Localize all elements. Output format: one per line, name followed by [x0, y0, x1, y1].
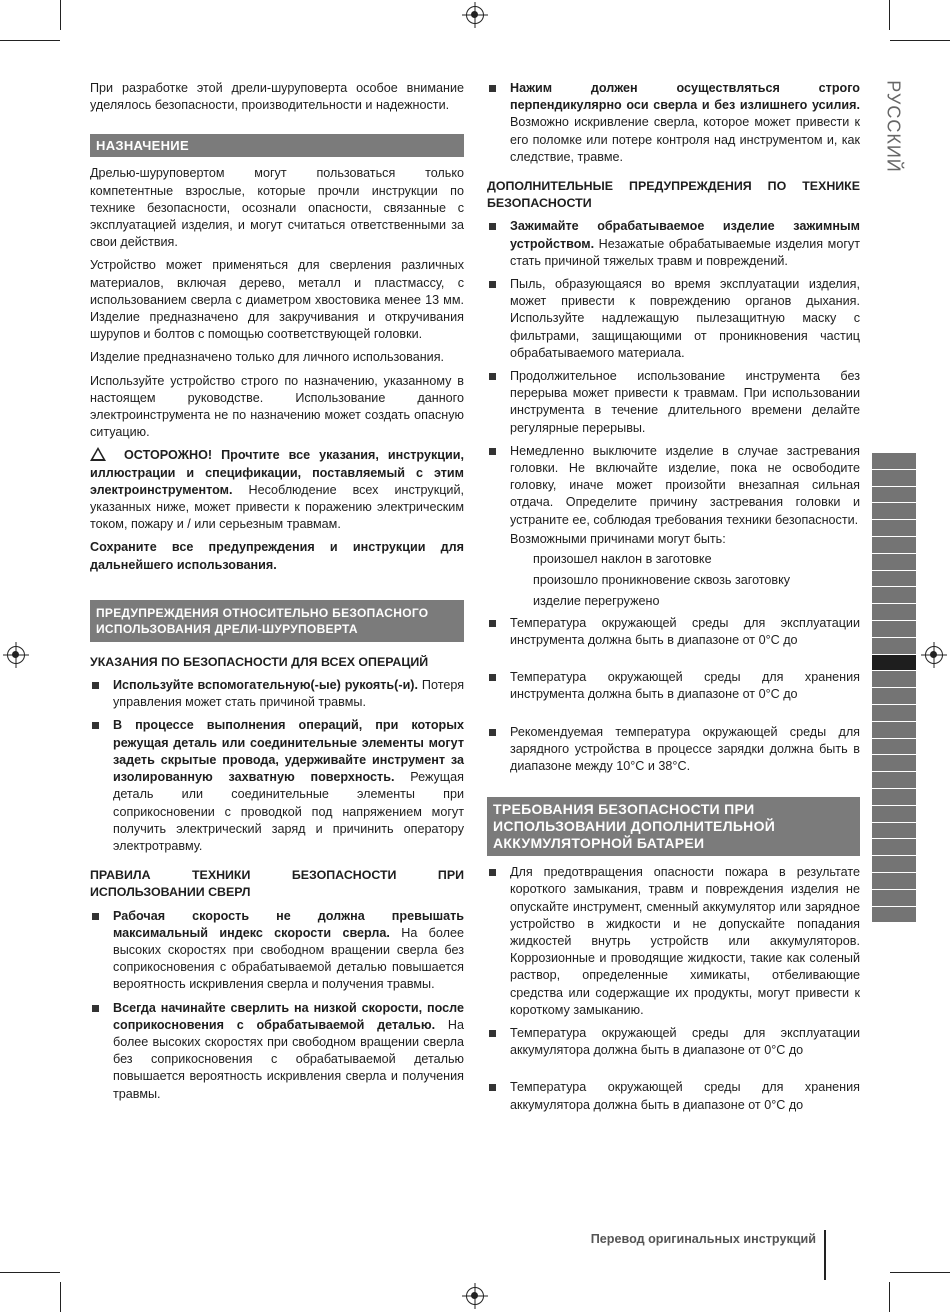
subheading-drills: ПРАВИЛА ТЕХНИКИ БЕЗОПАСНОСТИ ПРИ ИСПОЛЬЗОВАНИИ СВЕРЛ — [90, 868, 464, 900]
list-item: Немедленно выключите изделие в случае застревания головки. Не включайте изделие, пока не освободите головку, иначе может произойти внезапная сильная отдача. Определите причину застревания головки и устраните ее, соблюдая требования техники безопасности. — [487, 443, 860, 529]
operations-list — [90, 677, 464, 855]
list-item: Для предотвращения опасности пожара в результате короткого замыкания, травм и повреждения изделия не опускайте инструмент, сменный аккумулятор или зарядное устройство в жидкости и не допускайте попадания жидкостей внутрь устройств или аккумуляторов. Коррозионные и проводящие жидкости, такие как соленый раствор, определенные химикаты, отбеливающие средства или содержащие их продукты, могут привести к короткому замыканию. — [487, 864, 860, 1019]
section-tab — [872, 907, 916, 924]
section-tab — [872, 688, 916, 705]
cause-item: произошло проникновение сквозь заготовку — [533, 573, 791, 588]
save-instructions: Сохраните все предупреждения и инструкции для дальнейшего использования. — [90, 540, 464, 572]
section-tab — [872, 705, 916, 722]
section-tab — [872, 755, 916, 772]
list-item: Зажимайте обрабатываемое изделие зажимным устройством. Незажатые обрабатываемые изделия могут стать причиной тяжелых травм и повреждений. — [487, 218, 860, 270]
section-heading-purpose: НАЗНАЧЕНИЕ — [90, 134, 464, 157]
registration-mark-icon — [925, 646, 943, 664]
section-tabs — [872, 453, 916, 923]
section-heading-warnings: ПРЕДУПРЕЖДЕНИЯ ОТНОСИТЕЛЬНО БЕЗОПАСНОГО ИСПОЛЬЗОВАНИЯ ДРЕЛИ-ШУРУПОВЕРТА — [90, 600, 464, 642]
section-tab — [872, 621, 916, 638]
section-tab — [872, 520, 916, 537]
crop-mark — [60, 1282, 61, 1312]
section-tab — [872, 671, 916, 688]
list-item: Рабочая скорость не должна превышать максимальный индекс скорости сверла. На более высоких скоростях при свободном вращении сверла без соприкосновения с обрабатываемой деталью повышается вероятность искривления сверла и получения травмы. — [90, 908, 464, 994]
section-tab — [872, 503, 916, 520]
section-tab — [872, 739, 916, 756]
crop-mark — [890, 1272, 950, 1273]
list-item: Температура окружающей среды для хранения аккумулятора должна быть в диапазоне от 0°C до — [487, 1079, 860, 1113]
list-item: Температура окружающей среды для эксплуатации инструмента должна быть в диапазоне от 0°C до — [487, 615, 860, 649]
list-item: Температура окружающей среды для эксплуатации аккумулятора должна быть в диапазоне от 0°C до — [487, 1025, 860, 1059]
paragraph: Изделие предназначено только для личного использования. — [90, 350, 445, 365]
footer-text: Перевод оригинальных инструкций — [590, 1232, 816, 1246]
section-tab — [872, 823, 916, 840]
warning-text: Несоблюдение всех инструкций, указанных ниже, может привести к поражению электрическим током, пожару и / или серьезным травмам. — [90, 482, 464, 532]
paragraph: Дрелью-шуруповертом могут пользоваться только компетентные взрослые, которые прочли инструкции по технике безопасности, осознали опасности, связанные с эксплуатацией изделия, и могут считаться ответственными за свои действия. — [90, 166, 464, 250]
section-tab — [872, 537, 916, 554]
drill-list-continued — [487, 80, 860, 166]
paragraph: Устройство может применяться для сверления различных материалов, включая дерево, металл и пластмассу, с использованием сверла с диаметром хвостовика менее 13 мм. Изделие предназначено для закручивания и откручивания шурупов и болтов с помощью соответствующей головки. — [90, 258, 464, 342]
section-tab — [872, 839, 916, 856]
subheading-extra-warnings: ДОПОЛНИТЕЛЬНЫЕ ПРЕДУПРЕЖДЕНИЯ ПО ТЕХНИКЕ БЕЗОПАСНОСТИ — [487, 179, 860, 211]
section-tab — [872, 856, 916, 873]
cause-item: произошел наклон в заготовке — [533, 552, 712, 567]
causes-intro: Возможными причинами могут быть: — [510, 531, 726, 546]
list-item: В процессе выполнения операций, при которых режущая деталь или соединительные элементы могут задеть скрытые провода, удерживайте инструмент за изолированную захватную поверхность. Режущая деталь или соединительные элементы при соприкосновении с проводкой под напряжением могут получить электрический заряд и причинить оператору электротравму. — [90, 717, 464, 855]
section-tab — [872, 453, 916, 470]
section-tab — [872, 789, 916, 806]
crop-mark — [60, 0, 61, 30]
registration-mark-icon — [7, 646, 25, 664]
crop-mark — [889, 0, 890, 30]
language-tab: РУССКИЙ — [883, 80, 904, 173]
crop-mark — [0, 1272, 60, 1273]
crop-mark — [890, 40, 950, 41]
section-tab — [872, 470, 916, 487]
section-tab — [872, 571, 916, 588]
section-tab — [872, 587, 916, 604]
registration-mark-icon — [466, 6, 484, 24]
footer-rule — [824, 1230, 826, 1280]
list-item: Используйте вспомогательную(-ые) рукоять(-и). Потеря управления может стать причиной травмы. — [90, 677, 464, 711]
section-tab — [872, 772, 916, 789]
intro-paragraph: При разработке этой дрели-шуруповерта особое внимание уделялось безопасности, производительности и надежности. — [90, 81, 464, 113]
list-item: Продолжительное использование инструмента без перерыва может привести к травмам. При использовании инструмента в течение длительного времени делайте регулярные перерывы. — [487, 368, 860, 437]
section-tab — [872, 554, 916, 571]
list-item: Рекомендуемая температура окружающей среды для зарядного устройства в процессе зарядки должна быть в диапазоне между 10°C и 38°C. — [487, 724, 860, 776]
drill-list — [90, 908, 464, 1103]
section-tab — [872, 806, 916, 823]
section-tab — [872, 638, 916, 655]
section-heading-battery: ТРЕБОВАНИЯ БЕЗОПАСНОСТИ ПРИ ИСПОЛЬЗОВАНИИ ДОПОЛНИТЕЛЬНОЙ АККУМУЛЯТОРНОЙ БАТАРЕИ — [487, 797, 860, 856]
crop-mark — [0, 40, 60, 41]
warning-triangle-icon — [90, 447, 106, 461]
right-column — [487, 80, 860, 1120]
list-item: Нажим должен осуществляться строго перпендикулярно оси сверла и без излишнего усилия. Возможно искривление сверла, которое может привести к его поломке или потере контроля над инструментом и, как следствие, травме. — [487, 80, 860, 166]
subheading-operations: УКАЗАНИЯ ПО БЕЗОПАСНОСТИ ДЛЯ ВСЕХ ОПЕРАЦИЙ — [90, 654, 429, 669]
section-tab — [872, 890, 916, 907]
battery-list — [487, 864, 860, 1114]
section-tab — [872, 487, 916, 504]
list-item: Всегда начинайте сверлить на низкой скорости, после соприкосновения с обрабатываемой деталью. На более высоких скоростях при свободном вращении сверла без соприкосновения с обрабатываемой деталью повышается вероятность искривления сверла и получения травмы. — [90, 1000, 464, 1103]
cause-item: изделие перегружено — [533, 594, 660, 609]
list-item: Температура окружающей среды для хранения инструмента должна быть в диапазоне от 0°C до — [487, 669, 860, 703]
section-tab — [872, 722, 916, 739]
temperature-list — [487, 615, 860, 775]
crop-mark — [889, 1282, 890, 1312]
left-column — [90, 80, 464, 1109]
section-tab — [872, 604, 916, 621]
warning-bold: ОСТОРОЖНО! Прочтите все указания, инструкции, иллюстрации и спецификации, поставляемый с этим электроинструментом. — [90, 448, 464, 497]
warning-paragraph — [90, 447, 464, 533]
extra-warnings-list — [487, 218, 860, 528]
section-tab-active — [872, 655, 916, 672]
section-tab — [872, 873, 916, 890]
paragraph: Используйте устройство строго по назначению, указанному в настоящем руководстве. Использование данного электроинструмента не по назначению может создать опасную ситуацию. — [90, 373, 464, 440]
registration-mark-icon — [466, 1287, 484, 1305]
list-item: Пыль, образующаяся во время эксплуатации изделия, может привести к повреждению органов дыхания. Используйте надлежащую пылезащитную маску с фильтрами, защищающими от проникновения частиц обрабатываемого материала. — [487, 276, 860, 362]
